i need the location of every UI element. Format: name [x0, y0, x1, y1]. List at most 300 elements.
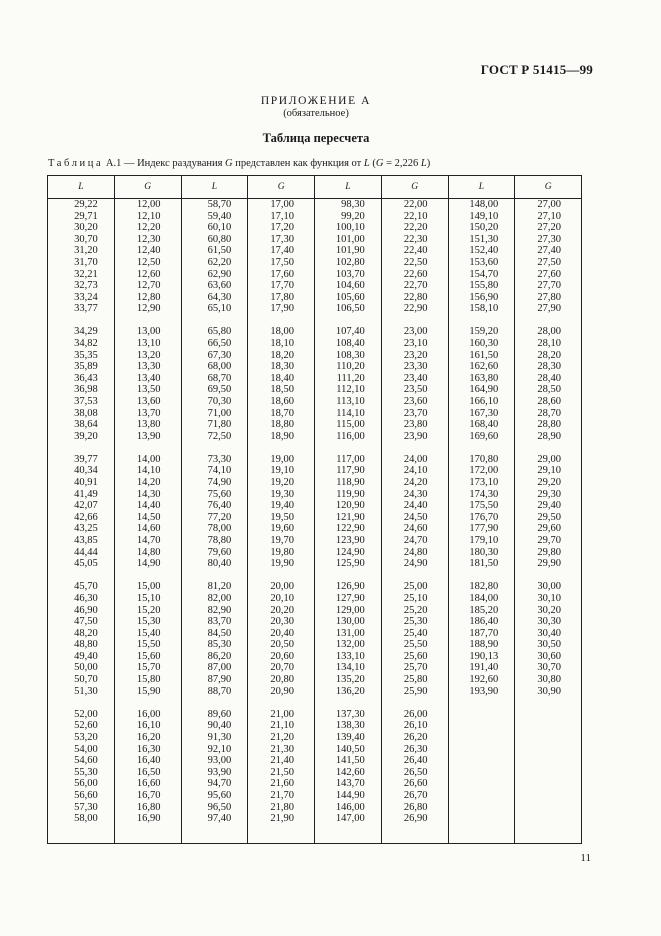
l-value: 101,00 [335, 233, 365, 245]
g-value: 21,10 [270, 720, 294, 732]
g-value: 12,50 [136, 256, 161, 268]
l-value: 120,90 [335, 500, 365, 512]
l-value: 32,21 [74, 268, 98, 280]
l-value: 40,91 [74, 477, 98, 489]
g-value: 15,40 [136, 627, 161, 639]
l-value: 61,50 [207, 245, 232, 257]
g-value: 12,20 [136, 222, 161, 234]
l-value: 34,29 [74, 326, 98, 338]
g-value: 18,90 [270, 430, 294, 442]
l-value: 187,70 [469, 627, 499, 639]
g-value: 20,20 [270, 604, 294, 616]
g-value: 27,10 [537, 210, 561, 222]
g-value: 26,50 [403, 766, 428, 778]
value-group [48, 581, 114, 697]
g-value: 17,70 [270, 280, 294, 292]
g-value: 12,40 [136, 245, 161, 257]
g-value: 20,60 [270, 650, 294, 662]
l-value: 177,90 [469, 523, 499, 535]
g-value: 27,30 [537, 233, 561, 245]
l-value: 57,30 [74, 801, 98, 813]
l-value: 129,00 [335, 604, 365, 616]
g-value: 23,20 [403, 349, 428, 361]
g-value: 16,40 [136, 755, 161, 767]
l-value: 36,43 [74, 372, 98, 384]
g-value: 27,70 [537, 280, 561, 292]
g-value: 13,50 [136, 384, 161, 396]
l-value: 174,30 [469, 488, 499, 500]
g-value: 20,30 [270, 616, 294, 628]
g-value: 22,90 [403, 303, 428, 315]
value-group [182, 581, 248, 697]
value-group [382, 454, 448, 570]
g-value: 17,40 [270, 245, 294, 257]
g-value: 26,10 [403, 720, 428, 732]
l-value: 97,40 [207, 813, 232, 825]
l-value: 70,30 [207, 396, 232, 407]
g-value: 28,90 [537, 430, 561, 442]
g-value: 14,00 [136, 453, 161, 465]
l-value: 133,10 [335, 650, 365, 662]
caption-var-g: G [225, 158, 233, 169]
g-value: 28,40 [537, 372, 561, 384]
l-value: 91,30 [207, 731, 232, 743]
l-value: 105,60 [335, 291, 365, 303]
value-group [315, 326, 381, 442]
l-value: 119,90 [336, 488, 365, 500]
l-value: 29,22 [74, 199, 98, 210]
l-value: 98,30 [341, 199, 365, 210]
value-group [115, 581, 181, 697]
value-group [182, 199, 248, 315]
l-value: 92,10 [207, 743, 232, 755]
l-value: 132,00 [335, 639, 365, 651]
g-value: 14,30 [136, 488, 161, 500]
l-value: 175,50 [469, 500, 499, 512]
l-value: 54,60 [74, 755, 98, 767]
g-value: 29,40 [537, 500, 561, 512]
l-value: 108,40 [335, 338, 365, 350]
g-value: 17,60 [270, 268, 294, 280]
value-group [115, 454, 181, 570]
g-value: 24,90 [403, 558, 428, 570]
caption-label: Таблица [48, 158, 104, 169]
l-value: 56,60 [74, 789, 98, 801]
page-number: 11 [580, 852, 591, 864]
l-value: 166,10 [469, 396, 499, 407]
g-value: 18,70 [270, 407, 294, 419]
value-group [382, 709, 448, 825]
l-value: 36,98 [74, 384, 98, 396]
g-value: 18,00 [270, 326, 294, 338]
g-value: 13,40 [136, 372, 161, 384]
g-value: 12,90 [136, 303, 161, 315]
l-value: 146,00 [335, 801, 365, 813]
l-value: 151,30 [469, 233, 499, 245]
g-value: 28,60 [537, 396, 561, 407]
l-value: 154,70 [469, 268, 499, 280]
g-value: 22,40 [403, 245, 428, 257]
l-value: 89,60 [207, 708, 232, 720]
l-value: 46,90 [74, 604, 98, 616]
g-value: 15,00 [136, 581, 161, 593]
g-value: 12,60 [136, 268, 161, 280]
g-value: 23,10 [403, 338, 428, 350]
l-value: 161,50 [469, 349, 499, 361]
l-value: 93,90 [207, 766, 232, 778]
l-value: 158,10 [469, 303, 499, 315]
l-value: 64,30 [207, 291, 232, 303]
l-value: 58,70 [207, 199, 232, 210]
g-value: 25,50 [403, 639, 428, 651]
standard-code: ГОСТ Р 51415—99 [480, 62, 593, 77]
g-value: 18,30 [270, 361, 294, 373]
g-value: 29,90 [537, 558, 561, 570]
l-value: 68,70 [207, 372, 232, 384]
g-value: 24,40 [403, 500, 428, 512]
g-value: 26,60 [403, 778, 428, 790]
value-group [315, 454, 381, 570]
l-value: 90,40 [207, 720, 232, 732]
l-value: 118,90 [336, 477, 365, 489]
g-value: 25,70 [403, 662, 428, 674]
l-value: 106,50 [335, 303, 365, 315]
g-value: 22,80 [403, 291, 428, 303]
l-value: 65,80 [207, 326, 232, 338]
l-value: 40,34 [74, 465, 98, 477]
g-value: 22,60 [403, 268, 428, 280]
l-value: 176,70 [469, 511, 499, 523]
g-value: 24,20 [403, 477, 428, 489]
l-value: 66,50 [207, 338, 232, 350]
l-value: 71,00 [207, 407, 232, 419]
l-value: 96,50 [207, 801, 232, 813]
g-value: 30,00 [537, 581, 561, 593]
l-value: 31,70 [74, 256, 98, 268]
l-value: 147,00 [335, 813, 365, 825]
l-value: 50,00 [74, 662, 98, 674]
l-value: 67,30 [207, 349, 232, 361]
l-value: 186,40 [469, 616, 499, 628]
l-value: 63,60 [207, 280, 232, 292]
l-value: 117,90 [336, 465, 365, 477]
l-value: 181,50 [469, 558, 499, 570]
g-value: 30,70 [537, 662, 561, 674]
g-value: 25,40 [403, 627, 428, 639]
l-value: 114,10 [336, 407, 365, 419]
l-value: 170,80 [469, 453, 499, 465]
l-value: 100,10 [335, 222, 365, 234]
l-value: 88,70 [207, 685, 232, 697]
g-value: 13,90 [136, 430, 161, 442]
value-group [248, 709, 314, 825]
l-value: 117,00 [336, 453, 365, 465]
l-value: 111,20 [336, 372, 365, 384]
l-value: 123,90 [335, 535, 365, 547]
l-value: 34,82 [74, 338, 98, 350]
l-value: 124,90 [335, 546, 365, 558]
l-value: 35,35 [74, 349, 98, 361]
g-value: 16,20 [136, 731, 161, 743]
l-value: 84,50 [207, 627, 232, 639]
g-value: 15,90 [136, 685, 161, 697]
l-value: 184,00 [469, 592, 499, 604]
value-group [515, 454, 581, 570]
l-value: 35,89 [74, 361, 98, 373]
l-value: 113,10 [336, 396, 365, 407]
value-group [315, 709, 381, 825]
l-value: 127,90 [335, 592, 365, 604]
g-value: 15,80 [136, 674, 161, 686]
column-header-l: L [315, 176, 382, 199]
l-value: 104,60 [335, 280, 365, 292]
value-group [182, 709, 248, 825]
l-value: 68,00 [207, 361, 232, 373]
column-header-l: L [181, 176, 248, 199]
l-value: 38,08 [74, 407, 98, 419]
l-value: 56,00 [74, 778, 98, 790]
l-value: 160,30 [469, 338, 499, 350]
l-value: 135,20 [335, 674, 365, 686]
l-value: 137,30 [335, 708, 365, 720]
column-header-l: L [448, 176, 515, 199]
l-value: 143,70 [335, 778, 365, 790]
g-value: 20,10 [270, 592, 294, 604]
g-value: 20,70 [270, 662, 294, 674]
value-group [515, 326, 581, 442]
g-value: 17,30 [270, 233, 294, 245]
caption-text-before: Индекс раздувания [137, 158, 223, 169]
value-group [449, 581, 515, 697]
g-value: 19,50 [270, 511, 294, 523]
value-group [182, 454, 248, 570]
l-value: 39,77 [74, 453, 98, 465]
g-value: 22,30 [403, 233, 428, 245]
g-value: 24,80 [403, 546, 428, 558]
g-value: 17,20 [270, 222, 294, 234]
g-value: 18,10 [270, 338, 294, 350]
g-value: 14,20 [136, 477, 161, 489]
l-value: 75,60 [207, 488, 232, 500]
l-value: 156,90 [469, 291, 499, 303]
g-value: 14,80 [136, 546, 161, 558]
column-header-g: G [515, 176, 582, 199]
g-value: 29,20 [537, 477, 561, 489]
l-value: 48,80 [74, 639, 98, 651]
g-column [248, 199, 315, 844]
g-value: 13,20 [136, 349, 161, 361]
l-value: 110,20 [336, 361, 365, 373]
column-header-l: L [48, 176, 115, 199]
l-value: 138,30 [335, 720, 365, 732]
l-value: 167,30 [469, 407, 499, 419]
l-value: 52,60 [74, 720, 98, 732]
table-header-row [48, 176, 582, 199]
g-value: 18,60 [270, 396, 294, 407]
g-value: 27,90 [537, 303, 561, 315]
value-group [248, 326, 314, 442]
l-value: 51,30 [74, 685, 98, 697]
g-value: 13,10 [136, 338, 161, 350]
l-column [181, 199, 248, 844]
value-group [449, 199, 515, 315]
l-value: 62,90 [207, 268, 232, 280]
g-value: 29,50 [537, 511, 561, 523]
l-value: 83,70 [207, 616, 232, 628]
g-value: 16,50 [136, 766, 161, 778]
g-column [114, 199, 181, 844]
g-value: 17,50 [270, 256, 294, 268]
l-value: 121,90 [335, 511, 365, 523]
l-value: 149,10 [469, 210, 499, 222]
g-value: 23,70 [403, 407, 428, 419]
g-value: 30,50 [537, 639, 561, 651]
l-value: 31,20 [74, 245, 98, 257]
l-value: 131,00 [335, 627, 365, 639]
g-value: 25,20 [403, 604, 428, 616]
g-value: 24,50 [403, 511, 428, 523]
g-value: 28,50 [537, 384, 561, 396]
caption-formula: (G = 2,226 L) [372, 158, 431, 169]
l-value: 185,20 [469, 604, 499, 616]
g-value: 27,00 [537, 199, 561, 210]
value-group [48, 709, 114, 825]
g-value: 27,20 [537, 222, 561, 234]
value-group [48, 454, 114, 570]
g-value: 14,90 [136, 558, 161, 570]
g-value: 12,70 [136, 280, 161, 292]
l-value: 155,80 [469, 280, 499, 292]
g-column [381, 199, 448, 844]
g-value: 16,30 [136, 743, 161, 755]
g-value: 25,30 [403, 616, 428, 628]
g-value: 18,50 [270, 384, 294, 396]
l-value: 179,10 [469, 535, 499, 547]
caption-text-mid: представлен как функция от [235, 158, 362, 169]
value-group [182, 326, 248, 442]
g-value: 21,20 [270, 731, 294, 743]
g-value: 26,20 [403, 731, 428, 743]
l-value: 99,20 [341, 210, 365, 222]
l-value: 58,00 [74, 813, 98, 825]
g-value: 23,00 [403, 326, 428, 338]
l-value: 87,00 [207, 662, 232, 674]
value-group [382, 581, 448, 697]
l-value: 32,73 [74, 280, 98, 292]
l-value: 130,00 [335, 616, 365, 628]
value-group [315, 199, 381, 315]
g-value: 22,70 [403, 280, 428, 292]
g-value: 27,80 [537, 291, 561, 303]
g-value: 21,50 [270, 766, 294, 778]
l-value: 94,70 [207, 778, 232, 790]
l-value: 172,00 [469, 465, 499, 477]
l-value: 108,30 [335, 349, 365, 361]
value-group [248, 581, 314, 697]
g-value: 15,30 [136, 616, 161, 628]
l-value: 29,71 [74, 210, 98, 222]
l-value: 76,40 [207, 500, 232, 512]
g-value: 20,40 [270, 627, 294, 639]
g-value: 19,40 [270, 500, 294, 512]
l-value: 45,70 [74, 581, 98, 593]
g-value: 30,90 [537, 685, 561, 697]
table-body-row [48, 199, 582, 844]
l-value: 73,30 [207, 453, 232, 465]
g-value: 15,70 [136, 662, 161, 674]
l-value: 87,90 [207, 674, 232, 686]
l-value: 93,00 [207, 755, 232, 767]
g-value: 19,20 [270, 477, 294, 489]
l-value: 188,90 [469, 639, 499, 651]
l-value: 33,24 [74, 291, 98, 303]
l-value: 112,10 [336, 384, 365, 396]
g-value: 26,30 [403, 743, 428, 755]
g-value: 30,30 [537, 616, 561, 628]
l-value: 82,00 [207, 592, 232, 604]
l-value: 81,20 [207, 581, 232, 593]
g-value: 28,10 [537, 338, 561, 350]
l-value: 134,10 [335, 662, 365, 674]
appendix-note: (обязательное) [283, 108, 349, 119]
l-value: 164,90 [469, 384, 499, 396]
l-value: 180,30 [469, 546, 499, 558]
g-value: 20,50 [270, 639, 294, 651]
value-group [382, 326, 448, 442]
l-value: 41,49 [74, 488, 98, 500]
g-value: 29,80 [537, 546, 561, 558]
l-value: 182,80 [469, 581, 499, 593]
l-value: 85,30 [207, 639, 232, 651]
l-value: 62,20 [207, 256, 232, 268]
l-value: 142,60 [335, 766, 365, 778]
g-value: 28,70 [537, 407, 561, 419]
value-group [248, 199, 314, 315]
value-group [115, 199, 181, 315]
l-value: 159,20 [469, 326, 499, 338]
l-value: 95,60 [207, 789, 232, 801]
g-value: 12,00 [136, 199, 161, 210]
g-value: 19,60 [270, 523, 294, 535]
l-value: 33,77 [74, 303, 98, 315]
g-value: 21,40 [270, 755, 294, 767]
g-value: 15,20 [136, 604, 161, 616]
l-column [315, 199, 382, 844]
l-value: 54,00 [74, 743, 98, 755]
g-value: 17,90 [270, 303, 294, 315]
l-value: 103,70 [335, 268, 365, 280]
g-value: 22,10 [403, 210, 428, 222]
l-value: 47,50 [74, 616, 98, 628]
l-value: 126,90 [335, 581, 365, 593]
g-value: 21,70 [270, 789, 294, 801]
g-value: 24,10 [403, 465, 428, 477]
g-value: 30,10 [537, 592, 561, 604]
g-value: 14,70 [136, 535, 161, 547]
l-value: 43,25 [74, 523, 98, 535]
g-value: 28,80 [537, 419, 561, 431]
g-value: 19,00 [270, 453, 294, 465]
g-value: 24,00 [403, 453, 428, 465]
l-value: 44,44 [74, 546, 98, 558]
g-value: 17,10 [270, 210, 294, 222]
l-value: 193,90 [469, 685, 499, 697]
g-value: 13,80 [136, 419, 161, 431]
l-value: 72,50 [207, 430, 232, 442]
g-value: 27,60 [537, 268, 561, 280]
g-value: 16,90 [136, 813, 161, 825]
g-value: 25,90 [403, 685, 428, 697]
